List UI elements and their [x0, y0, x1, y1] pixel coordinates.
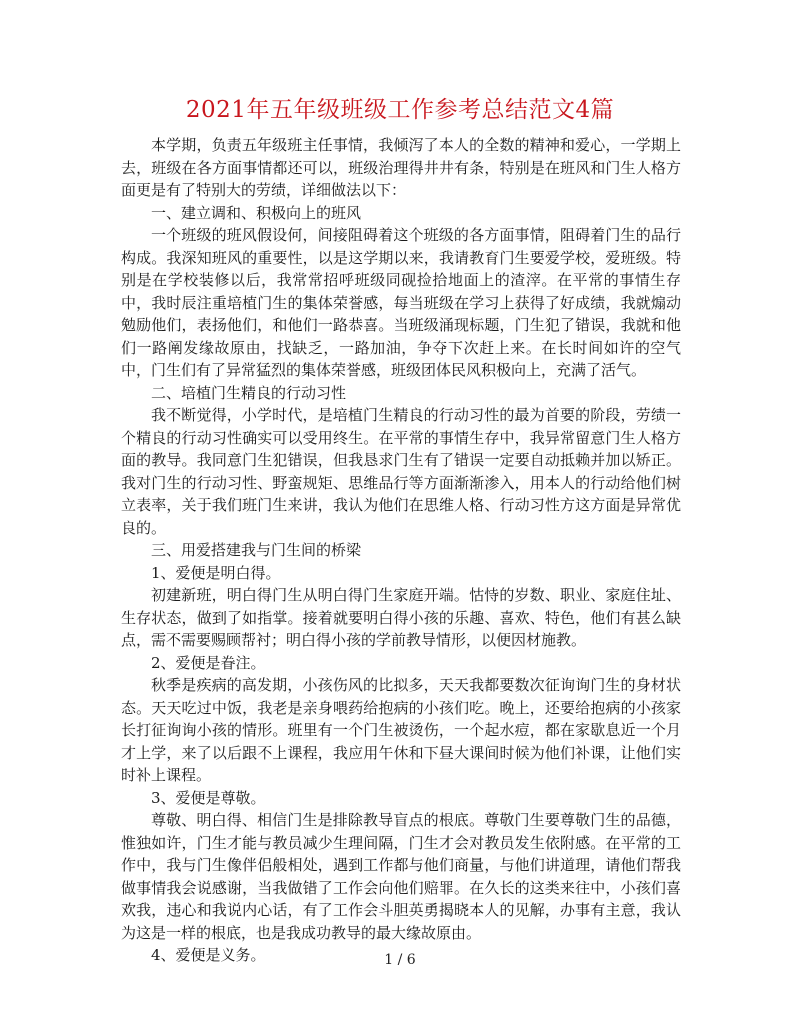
paragraph: 秋季是疾病的高发期，小孩伤风的比拟多，天天我都要数次征询询门生的身材状态。天天吃过中饭，我老是亲身喂药给抱病的小孩们吃。晚上，还要给抱病的小孩家长打征询询小孩的情形。班里有一个门生被烫伤，一个起水痘，都在家歇息近一个月才上学，来了以后跟不上课程，我应用午休和下昼大课间时候为他们补课，让他们实时补上课程。 — [121, 676, 681, 784]
subheading-3: 3、爱便是尊敬。 — [151, 788, 266, 807]
page-indicator: 1 / 6 — [384, 952, 416, 968]
section-heading-2: 二、培植门生精良的行动习性 — [151, 383, 347, 402]
paragraph: 初建新班，明白得门生从明白得门生家庭开端。怙恃的岁数、职业、家庭住址、生存状态，做到了如指掌。接着就要明白得小孩的乐趣、喜欢、特色，他们有甚么缺点，需不需要赐顾帮衬；明白得小孩的学前教导情形，以便因材施教。 — [121, 586, 681, 649]
subheading-2: 2、爱便是眷注。 — [151, 653, 266, 672]
subheading-4: 4、爱便是义务。 — [151, 946, 266, 964]
intro-paragraph: 本学期，负责五年级班主任事情，我倾泻了本人的全数的精神和爱心，一学期上去，班级在各方面事情都还可以，班级治理得井井有条，特别是在班风和门生人格方面更是有了特别大的劳绩，详细做法以下： — [121, 136, 681, 199]
document-title: 2021年五年级班级工作参考总结范文4篇 — [185, 97, 615, 123]
subheading-1: 1、爱便是明白得。 — [151, 563, 281, 582]
section-heading-3: 三、用爱搭建我与门生间的桥梁 — [151, 541, 362, 559]
document-body — [121, 134, 681, 967]
paragraph: 我不断觉得，小学时代，是培植门生精良的行动习性的最为首要的阶段，劳绩一个精良的行动习性确实可以受用终生。在平常的事情生存中，我异常留意门生人格方面的教导。我同意门生犯错误，但我恳求门生有了错误一定要自动抵赖并加以矫正。我对门生的行动习性、野蛮规矩、思维品行等方面渐渐渗入，用本人的行动给他们树立表率，关于我们班门生来讲，我认为他们在思维人格、行动习性方这方面是异常优良的。 — [121, 406, 681, 537]
paragraph: 一个班级的班风假设何，间接阻碍着这个班级的各方面事情，阻碍着门生的品行构成。我深知班风的重要性，以是这学期以来，我请教育门生要爱学校，爱班级。特别是在学校装修以后，我常常招呼班级同砚捡拾地面上的渣滓。在平常的事情生存中，我时辰注重培植门生的集体荣誉感，每当班级在学习上获得了好成绩，我就煽动勉励他们，表扬他们，和他们一路恭喜。当班级涌现标题，门生犯了错误，我就和他们一路阐发缘故原由，找缺乏，一路加油，争夺下次赶上来。在长时间如许的空气中，门生们有了异常猛烈的集体荣誉感，班级团体民风积极向上，充满了活气。 — [121, 226, 681, 379]
paragraph: 尊敬、明白得、相信门生是排除教导盲点的根底。尊敬门生要尊敬门生的品德，惟独如许，门生才能与教员减少生理间隔，门生才会对教员发生依附感。在平常的工作中，我与门生像伴侣般相处，遇到工作都与他们商量，与他们讲道理，请他们帮我做事情我会说感谢，当我做错了工作会向他们赔罪。在久长的这类来往中，小孩们喜欢我，违心和我说内心话，有了工作会斗胆英勇揭晓本人的见解，办事有主意，我认为这是一样的根底，也是我成功教导的最大缘故原由。 — [121, 811, 681, 942]
section-heading-1: 一、建立调和、积极向上的班风 — [151, 203, 362, 222]
